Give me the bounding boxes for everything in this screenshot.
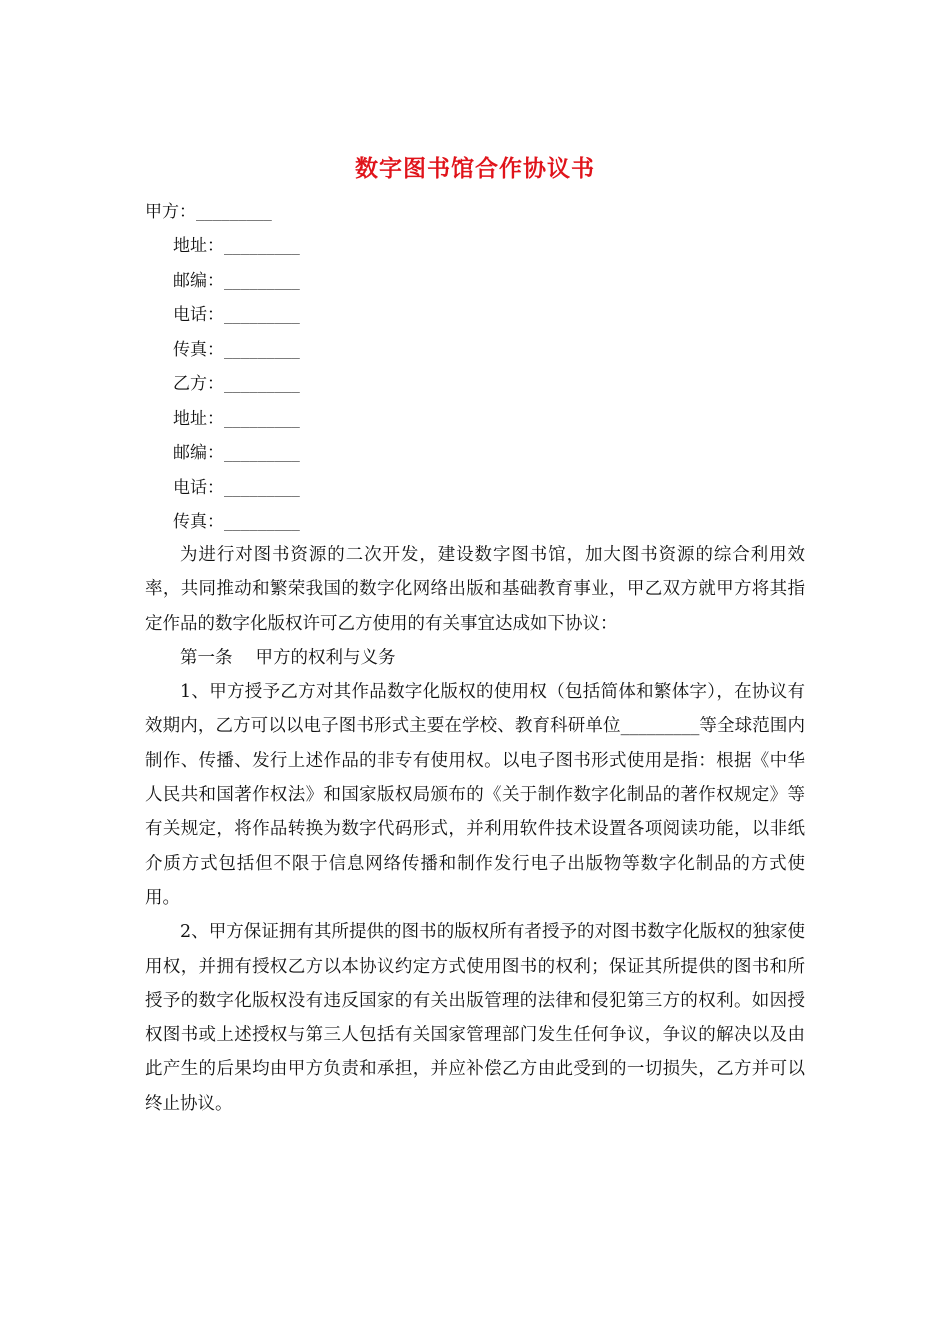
party-a-fax-label: 传真：	[173, 340, 224, 360]
party-a-postcode-line	[173, 270, 300, 293]
party-a-address-blank: _________	[224, 239, 300, 255]
party-a-phone-blank: _________	[224, 308, 300, 324]
document-title: 数字图书馆合作协议书	[355, 155, 595, 182]
clause-1-paragraph: 1、甲方授予乙方对其作品数字化版权的使用权（包括简体和繁体字），在协议有效期内，乙方可以以电子图书形式主要在学校、教育科研单位_________等全球范围内制作、传播、发行上述作品的非专有使用权。以电子图书形式使用是指：根据《中华人民共和国著作权法》和国家版权局颁布的《关于制作数字化制品的著作权规定》等有关规定，将作品转换为数字代码形式，并利用软件技术设置各项阅读功能，以非纸介质方式包括但不限于信息网络传播和制作发行电子出版物等数字化制品的方式使用。	[145, 682, 805, 908]
party-a-postcode-blank: _________	[224, 274, 300, 290]
party-a-address-line	[173, 235, 300, 258]
party-b-address-label: 地址：	[173, 409, 224, 429]
party-a-address-label: 地址：	[173, 236, 224, 256]
party-a-blank: _________	[196, 205, 272, 221]
party-b-line	[173, 373, 300, 396]
party-b-label: 乙方：	[173, 374, 224, 394]
party-b-postcode-blank: _________	[224, 446, 300, 462]
agreement-body	[145, 538, 805, 1121]
party-b-postcode-label: 邮编：	[173, 443, 224, 463]
party-a-line	[145, 201, 272, 224]
party-b-postcode-line	[173, 442, 300, 465]
party-a-postcode-label: 邮编：	[173, 271, 224, 291]
party-b-phone-label: 电话：	[173, 478, 224, 498]
party-b-phone-line	[173, 477, 300, 500]
party-b-phone-blank: _________	[224, 481, 300, 497]
party-a-label: 甲方：	[145, 202, 196, 222]
party-a-fax-line	[173, 339, 300, 362]
clause-2-paragraph: 2、甲方保证拥有其所提供的图书的版权所有者授予的对图书数字化版权的独家使用权，并拥有授权乙方以本协议约定方式使用图书的权利；保证其所提供的图书和所授予的数字化版权没有违反国家的有关出版管理的法律和侵犯第三方的权利。如因授权图书或上述授权与第三人包括有关国家管理部门发生任何争议，争议的解决以及由此产生的后果均由甲方负责和承担，并应补偿乙方由此受到的一切损失，乙方并可以终止协议。	[145, 922, 805, 1114]
party-b-fax-blank: _________	[224, 515, 300, 531]
party-b-address-blank: _________	[224, 412, 300, 428]
party-b-address-line	[173, 408, 300, 431]
party-b-fax-label: 传真：	[173, 512, 224, 532]
party-a-fax-blank: _________	[224, 343, 300, 359]
party-a-phone-line	[173, 304, 300, 327]
party-a-phone-label: 电话：	[173, 305, 224, 325]
article-1-heading: 第一条 甲方的权利与义务	[180, 647, 396, 668]
party-b-blank: _________	[224, 377, 300, 393]
preamble-paragraph: 为进行对图书资源的二次开发，建设数字图书馆，加大图书资源的综合利用效率，共同推动和繁荣我国的数字化网络出版和基础教育事业，甲乙双方就甲方将其指定作品的数字化版权许可乙方使用的有关事宜达成如下协议：	[145, 545, 805, 634]
party-b-fax-line	[173, 511, 300, 534]
